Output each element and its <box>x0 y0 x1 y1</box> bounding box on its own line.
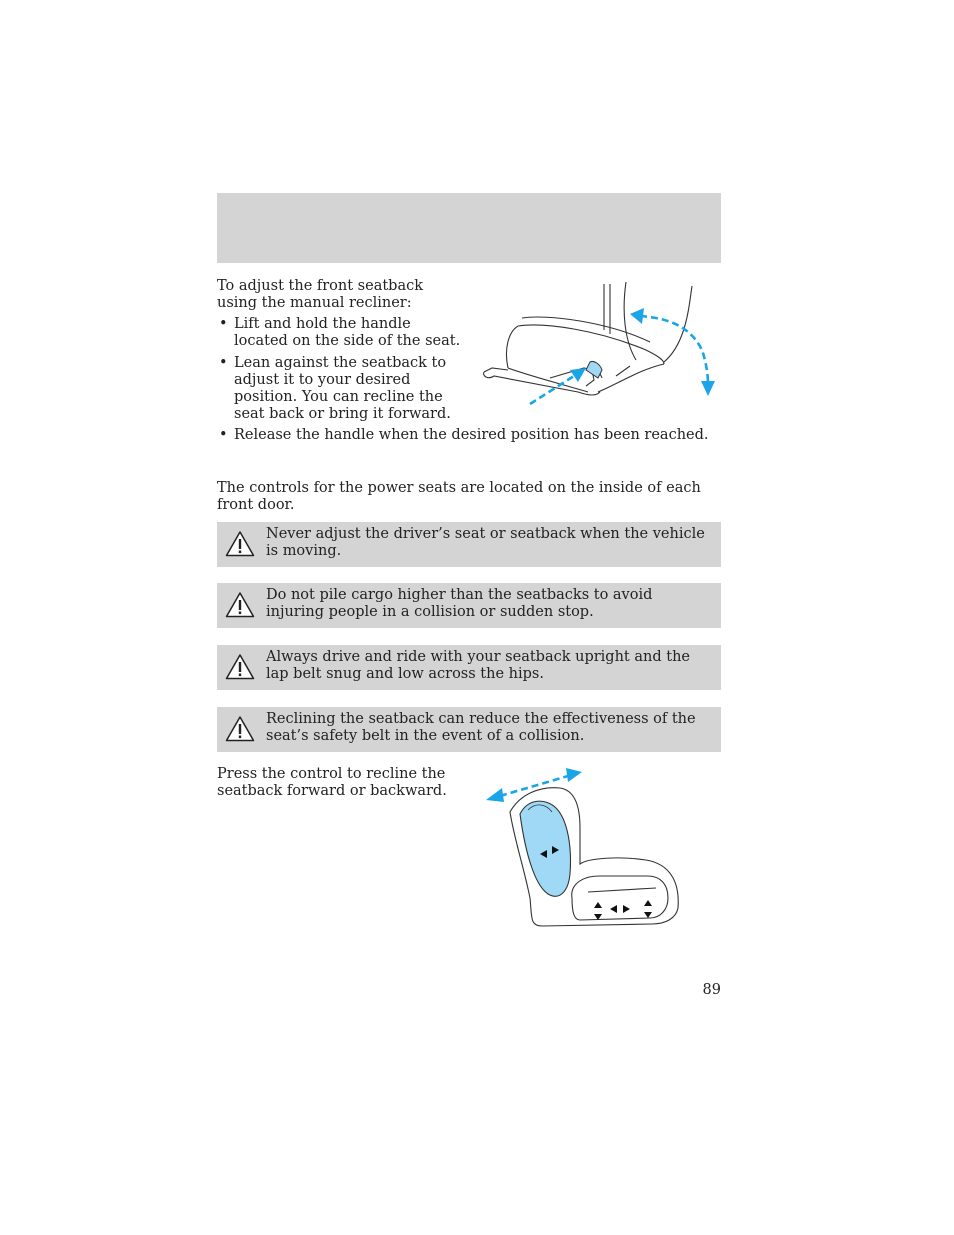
recliner-handle <box>586 361 602 378</box>
warning-box <box>217 583 721 628</box>
recline-direction-arrow <box>486 768 582 802</box>
power-recline-instruction: Press the control to recline the seatback forward or backward. <box>217 766 447 799</box>
page-number: 89 <box>702 982 721 998</box>
warning-box <box>217 522 721 567</box>
warning-text: Do not pile cargo higher than the seatbacks to avoid injuring people in a collision or sudden stop. <box>266 587 653 620</box>
power-seat-control-illustration <box>480 768 690 930</box>
warning-triangle-icon <box>225 591 255 619</box>
power-seat-intro: The controls for the power seats are located on the inside of each front door. <box>217 480 701 513</box>
warning-triangle-icon <box>225 653 255 681</box>
seatback-recline-control <box>520 801 570 896</box>
step-lift-handle: • Lift and hold the handle located on the side of the seat. <box>217 316 467 350</box>
section-header-band <box>217 193 721 263</box>
warning-text: Reclining the seatback can reduce the effectiveness of the seat’s safety belt in the event of a collision. <box>266 711 696 744</box>
warning-triangle-icon <box>225 715 255 743</box>
warning-box <box>217 645 721 690</box>
manual-recliner-illustration <box>478 280 721 410</box>
warning-text: Always drive and ride with your seatback upright and the lap belt snug and low across the hips. <box>266 649 690 682</box>
recliner-steps <box>217 316 467 428</box>
recliner-intro: To adjust the front seatback using the manual recliner: <box>217 278 424 311</box>
step-lean-seatback: • Lean against the seatback to adjust it to your desired position. You can recline the seat back or bring it forward. <box>217 355 467 423</box>
warning-box <box>217 707 721 752</box>
warning-text: Never adjust the driver’s seat or seatback when the vehicle is moving. <box>266 526 705 559</box>
warning-triangle-icon <box>225 530 255 558</box>
seat-position-control[interactable] <box>594 900 652 920</box>
step-release-handle: • Release the handle when the desired position has been reached. <box>217 427 754 444</box>
handle-lift-arrow <box>530 368 586 404</box>
